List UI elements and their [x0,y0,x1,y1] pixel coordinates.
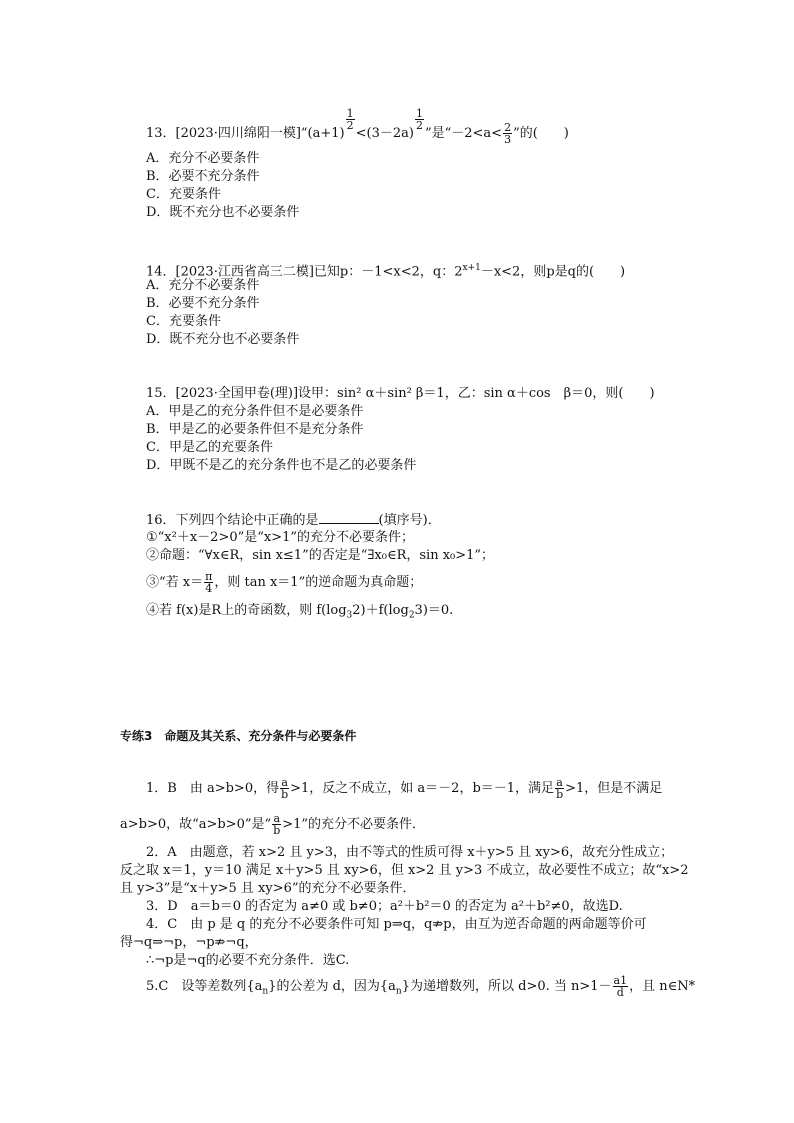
a1-over-d-fraction: $\frac{a1}{d}$ [613,974,628,999]
q15-option-a: A．甲是乙的充分条件但不是必要条件 [146,404,364,419]
a-over-b-fraction: $\frac{a}{b}$ [556,776,564,801]
q16-stem: 16．下列四个结论中正确的是 (填序号)． [146,513,441,528]
q16-statement-1: ①“x²＋x－2>0”是“x>1”的充分不必要条件； [146,530,415,545]
answer-5: 5.C 设等差数列$\{a_n\}$的公差为 d，因为$\{a_n\}$为递增数列，所以 d>0. 当 n>1－ $\frac{a1}{d}$ ，且 n∈N* [146,974,696,999]
answer-1-line-2: a>b>0，故“a>b>0”是“ $\frac{a}{b}$ >1”的充分不必要条件． [120,812,426,837]
q14-option-a: A．充分不必要条件 [146,278,260,293]
q13-fraction: $\frac{2}{3}$ [504,121,512,146]
q13-stem: 13．[2023·四川绵阳一模]“(a+1) $\frac{1}{2}$ <(3－2a) $\frac{1}{2}$ ”是“－2<a< $\frac{2}{3}$ ”的( ) [146,107,569,146]
q13-option-a: A．充分不必要条件 [146,151,260,166]
q13-option-b: B．必要不充分条件 [146,169,260,184]
q15-option-d: D．甲既不是乙的充分条件也不是乙的必要条件 [146,458,417,473]
q16-statement-4: ④若 f(x)是R上的奇函数，则 $f(\log_32)+f(\log_23)=0$. [146,603,454,621]
answer-4-line-1: 4．C 由 p 是 q 的充分不必要条件可知 p⇒q，q⇏p，由互为逆否命题的两命题等价可 [146,917,647,932]
answer-2-line-1: 2．A 由题意，若 x>2 且 y>3，由不等式的性质可得 x＋y>5 且 xy>6，故充分性成立； [146,845,674,860]
answer-4-line-2: 得¬q⇒¬p，¬p⇏¬q， [120,935,258,950]
q16-statement-2: ②命题：“∀x∈R，sin x≤1”的否定是“∃x₀∈R，sin x₀>1”； [146,548,495,563]
q13-exponent-2: $\frac{1}{2}$ [415,107,423,132]
q13-option-d: D．既不充分也不必要条件 [146,205,300,220]
answer-2-line-3: 且 y>3”是“x＋y>5 且 xy>6”的充分不必要条件． [120,881,416,896]
q13-exponent-1: $\frac{1}{2}$ [346,107,354,132]
q15-option-b: B．甲是乙的必要条件但不是充分条件 [146,422,364,437]
a-over-b-fraction: $\frac{a}{b}$ [273,812,281,837]
a-over-b-fraction: $\frac{a}{b}$ [281,776,289,801]
answer-1-line-1: 1．B 由 a>b>0，得 $\frac{a}{b}$ >1，反之不成立，如 a＝－2，b＝－1，满足 $\frac{a}{b}$ >1，但是不满足 [146,776,663,801]
answer-3: 3．D a＝b＝0 的否定为 a≠0 或 b≠0；a²＋b²＝0 的否定为 a²＋b²≠0，故选D. [146,899,623,914]
q15-stem: 15．[2023·全国甲卷(理)]设甲：sin² α＋sin² β＝1，乙：sin α＋cos β＝0，则( ) [146,386,655,401]
q13-option-c: C．充要条件 [146,187,221,202]
section-title: 专练3 命题及其关系、充分条件与必要条件 [120,729,357,743]
q14-option-c: C．充要条件 [146,314,221,329]
q16-statement-3: ③“若 x＝ $\frac{\pi}{4}$ ，则 tan x＝1”的逆命题为真命题； [146,570,423,595]
answer-blank[interactable] [319,511,379,524]
answer-2-line-2: 反之取 x＝1，y＝10 满足 x＋y>5 且 xy>6，但 x>2 且 y>3 不成立，故必要性不成立；故“x>2 [120,863,689,878]
q14-option-d: D．既不充分也不必要条件 [146,332,300,347]
q14-option-b: B．必要不充分条件 [146,296,260,311]
pi-over-4-fraction: $\frac{\pi}{4}$ [205,570,213,595]
q14-stem: 14．[2023·江西省高三二模]已知p：－1<x<2，q：$2^{x+1}-x<2$，则p是q的( ) [146,263,626,280]
q15-option-c: C．甲是乙的充要条件 [146,440,273,455]
answer-4-line-3: ∴¬p是¬q的必要不充分条件．选C. [146,953,350,968]
